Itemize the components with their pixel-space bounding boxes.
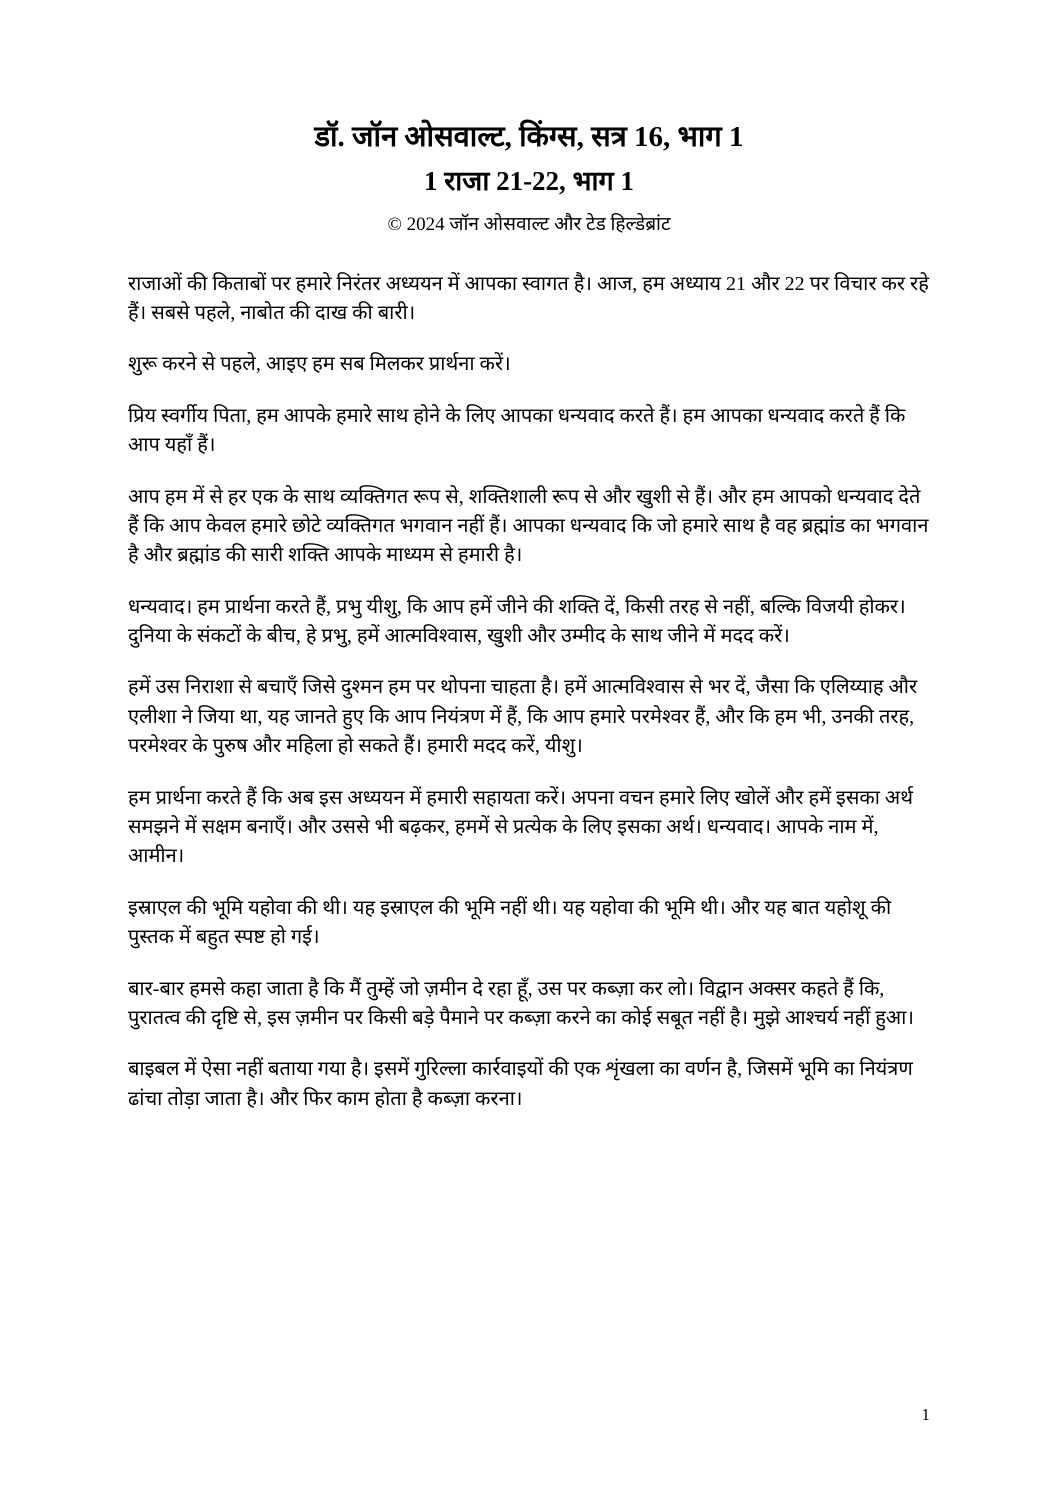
- paragraph: धन्यवाद। हम प्रार्थना करते हैं, प्रभु यीशु, कि आप हमें जीने की शक्ति दें, किसी तरह से नहीं, बल्कि विजयी होकर। दुनिया के संकटों के बीच, हे प्रभु, हमें आत्मविश्वास, खुशी और उम्मीद के साथ जीने में मदद करें।: [128, 595, 906, 648]
- paragraph: शुरू करने से पहले, आइए हम सब मिलकर प्रार्थना करें।: [128, 353, 511, 376]
- paragraph: बार-बार हमसे कहा जाता है कि मैं तुम्हें जो ज़मीन दे रहा हूँ, उस पर कब्ज़ा कर लो। विद्वान अक्सर कहते हैं कि, पुरातत्व की दृष्टि से, इस ज़मीन पर किसी बड़े पैमाने पर कब्ज़ा करने का कोई सबूत नहीं है। मुझे आश्चर्य नहीं हुआ।: [128, 977, 914, 1029]
- paragraph: हमें उस निराशा से बचाएँ जिसे दुश्मन हम पर थोपना चाहता है। हमें आत्मविश्वास से भर दें, जैसा कि एलिय्याह और एलीशा ने जिया था, यह जानते हुए कि आप नियंत्रण में हैं, कि आप हमारे परमेश्वर हैं, और कि हम भी, उनकी तरह, परमेश्वर के पुरुष और महिला हो सकते हैं। हमारी मदद करें, यीशु।: [128, 676, 918, 758]
- paragraph: राजाओं की किताबों पर हमारे निरंतर अध्ययन में आपका स्वागत है। आज, हम अध्याय 21 और 22 पर विचार कर रहे हैं। सबसे पहले, नाबोत की दाख की बारी।: [128, 272, 929, 324]
- paragraph: बाइबल में ऐसा नहीं बताया गया है। इसमें गुरिल्ला कार्रवाइयों की एक शृंखला का वर्णन है, जिसमें भूमि का नियंत्रण ढांचा तोड़ा जाता है। और फिर काम होता है कब्ज़ा करना।: [128, 1058, 913, 1110]
- paragraph: इस्राएल की भूमि यहोवा की थी। यह इस्राएल की भूमि नहीं थी। यह यहोवा की भूमि थी। और यह बात यहोशू की पुस्तक में बहुत स्पष्ट हो गई।: [128, 896, 892, 949]
- paragraph: आप हम में से हर एक के साथ व्यक्तिगत रूप से, शक्तिशाली रूप से और खुशी से हैं। और हम आपको धन्यवाद देते हैं कि आप केवल हमारे छोटे व्यक्तिगत भगवान नहीं हैं। आपका धन्यवाद कि जो हमारे साथ है वह ब्रह्मांड का भगवान है और ब्रह्मांड की सारी शक्ति आपके माध्यम से हमारी है।: [128, 485, 929, 567]
- page-title: डॉ. जॉन ओसवाल्ट, किंग्स, सत्र 16, भाग 1: [314, 121, 744, 153]
- page-number: 1: [921, 1405, 930, 1424]
- document-body: [128, 270, 930, 1115]
- page-subtitle: 1 राजा 21-22, भाग 1: [424, 166, 634, 197]
- paragraph: प्रिय स्वर्गीय पिता, हम आपके हमारे साथ होने के लिए आपका धन्यवाद करते हैं। हम आपका धन्यवाद करते हैं कि आप यहाँ हैं।: [128, 404, 906, 457]
- paragraph: हम प्रार्थना करते हैं कि अब इस अध्ययन में हमारी सहायता करें। अपना वचन हमारे लिए खोलें और हमें इसका अर्थ समझने में सक्षम बनाएँ। और उससे भी बढ़कर, हममें से प्रत्येक के लिए इसका अर्थ। धन्यवाद। आपके नाम में, आमीन।: [128, 786, 913, 868]
- title-block: [128, 118, 930, 236]
- copyright-line: © 2024 जॉन ओसवाल्ट और टेड हिल्डेब्रांट: [387, 213, 671, 235]
